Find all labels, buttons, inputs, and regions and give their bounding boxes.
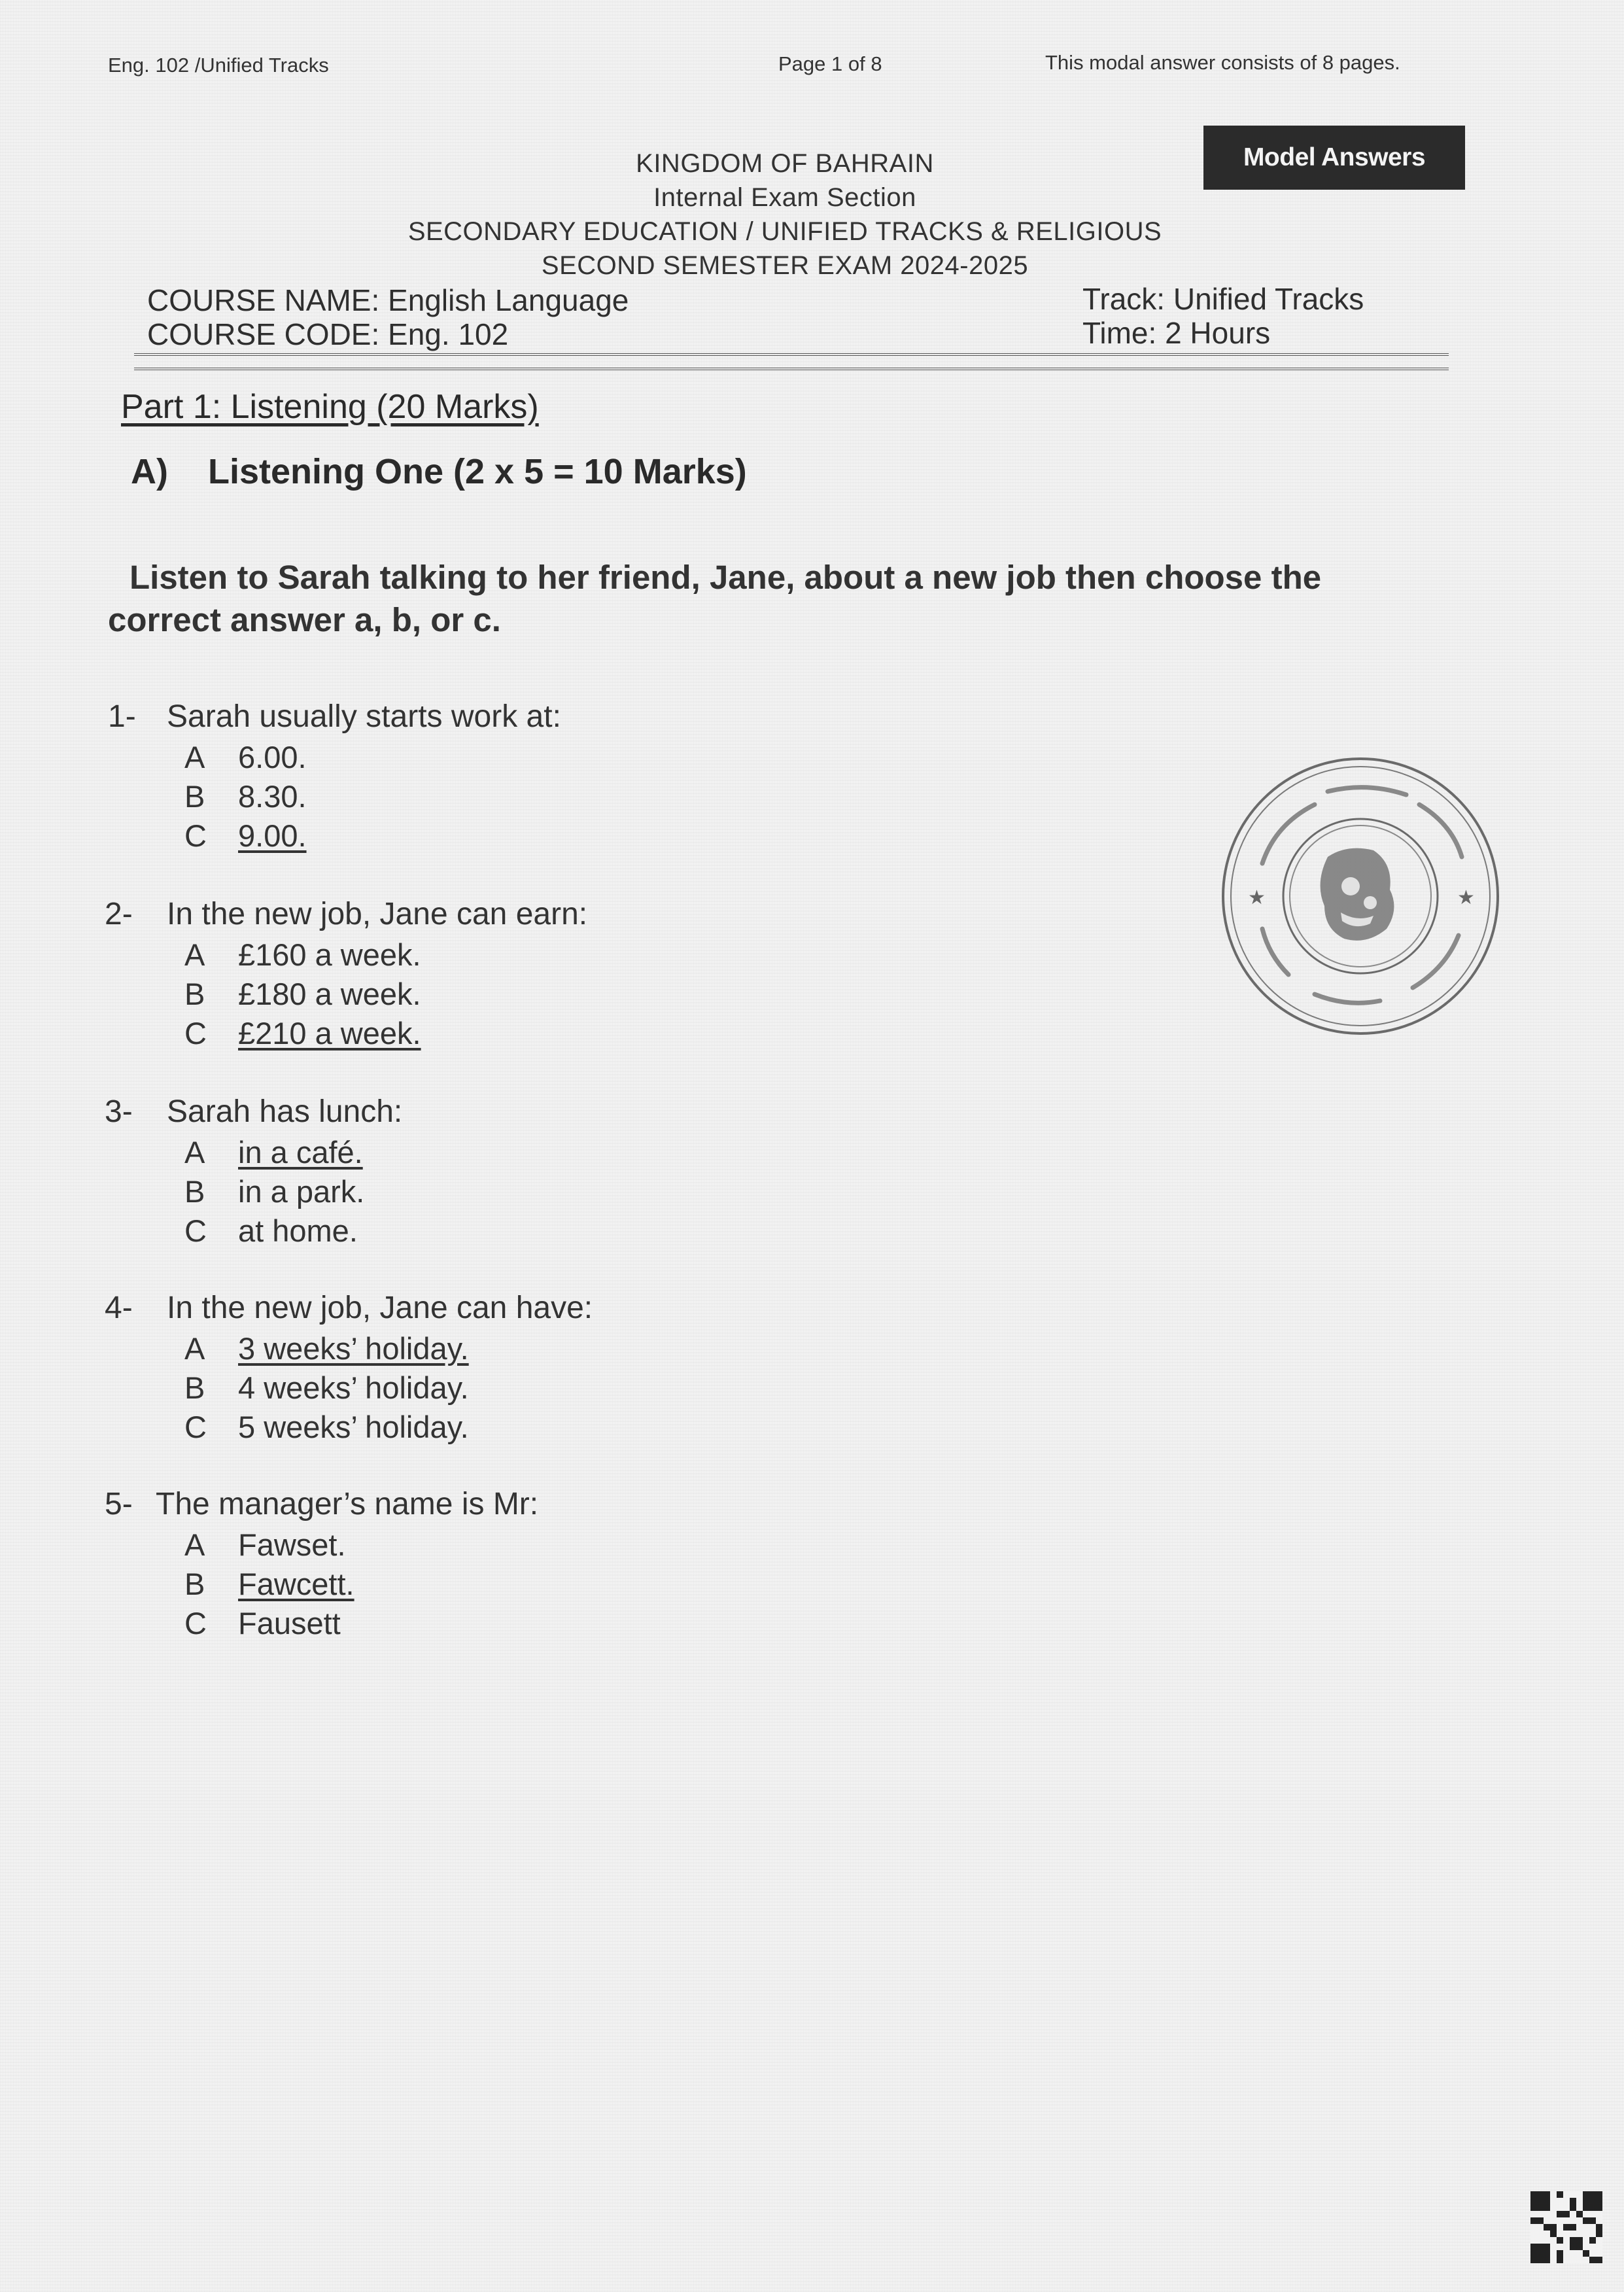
option-text: £210 a week.: [238, 1016, 421, 1050]
question-2-number: 2-: [105, 897, 133, 931]
question-4-option-b: [184, 1370, 469, 1406]
option-letter: B: [184, 1370, 205, 1405]
question-4-number: 4-: [105, 1291, 133, 1325]
question-1-option-a: [184, 739, 307, 775]
option-text: Fawcett.: [238, 1567, 354, 1601]
course-track: Track: Unified Tracks: [1082, 282, 1364, 316]
option-letter: B: [184, 1567, 205, 1601]
option-letter: C: [184, 1016, 207, 1050]
question-4-stem: In the new job, Jane can have:: [167, 1291, 593, 1325]
course-time: Time: 2 Hours: [1082, 316, 1271, 350]
course-code: COURSE CODE: Eng. 102: [147, 317, 509, 351]
option-text: 6.00.: [238, 740, 307, 774]
option-letter: C: [184, 1410, 207, 1444]
title-semester: SECOND SEMESTER EXAM 2024-2025: [541, 251, 1029, 280]
option-letter: A: [184, 1331, 205, 1366]
title-kingdom: KINGDOM OF BAHRAIN: [636, 149, 934, 178]
option-letter: A: [184, 1135, 205, 1170]
question-5-option-a: [184, 1527, 346, 1563]
option-text: 4 weeks’ holiday.: [238, 1370, 469, 1405]
instructions-line-2: correct answer a, b, or c.: [108, 601, 501, 638]
svg-text:★: ★: [1457, 886, 1475, 909]
question-3-stem: Sarah has lunch:: [167, 1094, 403, 1129]
header-page-count-note: This modal answer consists of 8 pages.: [1045, 51, 1400, 74]
header-course-ref: Eng. 102 /Unified Tracks: [108, 54, 329, 77]
option-letter: A: [184, 937, 205, 972]
qr-code-icon: [1530, 2191, 1602, 2263]
question-2-option-c-correct: [184, 1015, 421, 1051]
part1-title: Part 1: Listening (20 Marks): [121, 388, 539, 426]
option-text: Fawset.: [238, 1527, 346, 1562]
official-seal-stamp-icon: [1217, 752, 1504, 1040]
question-4-option-c: [184, 1409, 469, 1445]
option-text: 3 weeks’ holiday.: [238, 1331, 469, 1366]
question-5-option-c: [184, 1605, 341, 1641]
option-text: in a café.: [238, 1135, 363, 1170]
option-text: Fausett: [238, 1606, 341, 1641]
question-5-number: 5-: [105, 1487, 133, 1521]
question-1-option-c-correct: [184, 818, 307, 854]
section-a-title: Listening One (2 x 5 = 10 Marks): [208, 452, 747, 491]
option-text: £160 a week.: [238, 937, 421, 972]
option-letter: A: [184, 1527, 205, 1562]
question-1-number: 1-: [108, 699, 136, 734]
question-3-option-b: [184, 1173, 364, 1209]
option-text: in a park.: [238, 1174, 365, 1209]
svg-text:★: ★: [1248, 886, 1266, 909]
option-letter: C: [184, 1213, 207, 1248]
question-5-stem: The manager’s name is Mr:: [156, 1487, 539, 1521]
instructions-line-1: Listen to Sarah talking to her friend, Jane, about a new job then choose the: [130, 559, 1322, 596]
question-4-option-a-correct: [184, 1330, 469, 1366]
double-rule-divider: [134, 353, 1449, 370]
option-text: 5 weeks’ holiday.: [238, 1410, 469, 1444]
title-exam-section: Internal Exam Section: [653, 183, 916, 212]
question-3-option-a-correct: [184, 1134, 363, 1170]
model-answers-badge: Model Answers: [1203, 126, 1465, 190]
question-2-stem: In the new job, Jane can earn:: [167, 897, 588, 931]
header-page-number: Page 1 of 8: [778, 52, 882, 75]
course-name: COURSE NAME: English Language: [147, 283, 629, 317]
option-letter: C: [184, 1606, 207, 1641]
title-education-track: SECONDARY EDUCATION / UNIFIED TRACKS & RELIGIOUS: [407, 217, 1162, 246]
option-letter: A: [184, 740, 205, 774]
option-letter: B: [184, 977, 205, 1011]
option-text: at home.: [238, 1213, 358, 1248]
section-a-label: A): [131, 452, 168, 491]
option-letter: C: [184, 818, 207, 853]
question-2-option-b: [184, 976, 421, 1012]
option-text: £180 a week.: [238, 977, 421, 1011]
question-2-option-a: [184, 937, 421, 973]
option-text: 9.00.: [238, 818, 307, 853]
question-3-option-c: [184, 1213, 358, 1249]
question-5-option-b-correct: [184, 1566, 354, 1602]
option-letter: B: [184, 779, 205, 814]
option-letter: B: [184, 1174, 205, 1209]
question-3-number: 3-: [105, 1094, 133, 1129]
question-1-stem: Sarah usually starts work at:: [167, 699, 561, 734]
question-1-option-b: [184, 778, 307, 814]
option-text: 8.30.: [238, 779, 307, 814]
